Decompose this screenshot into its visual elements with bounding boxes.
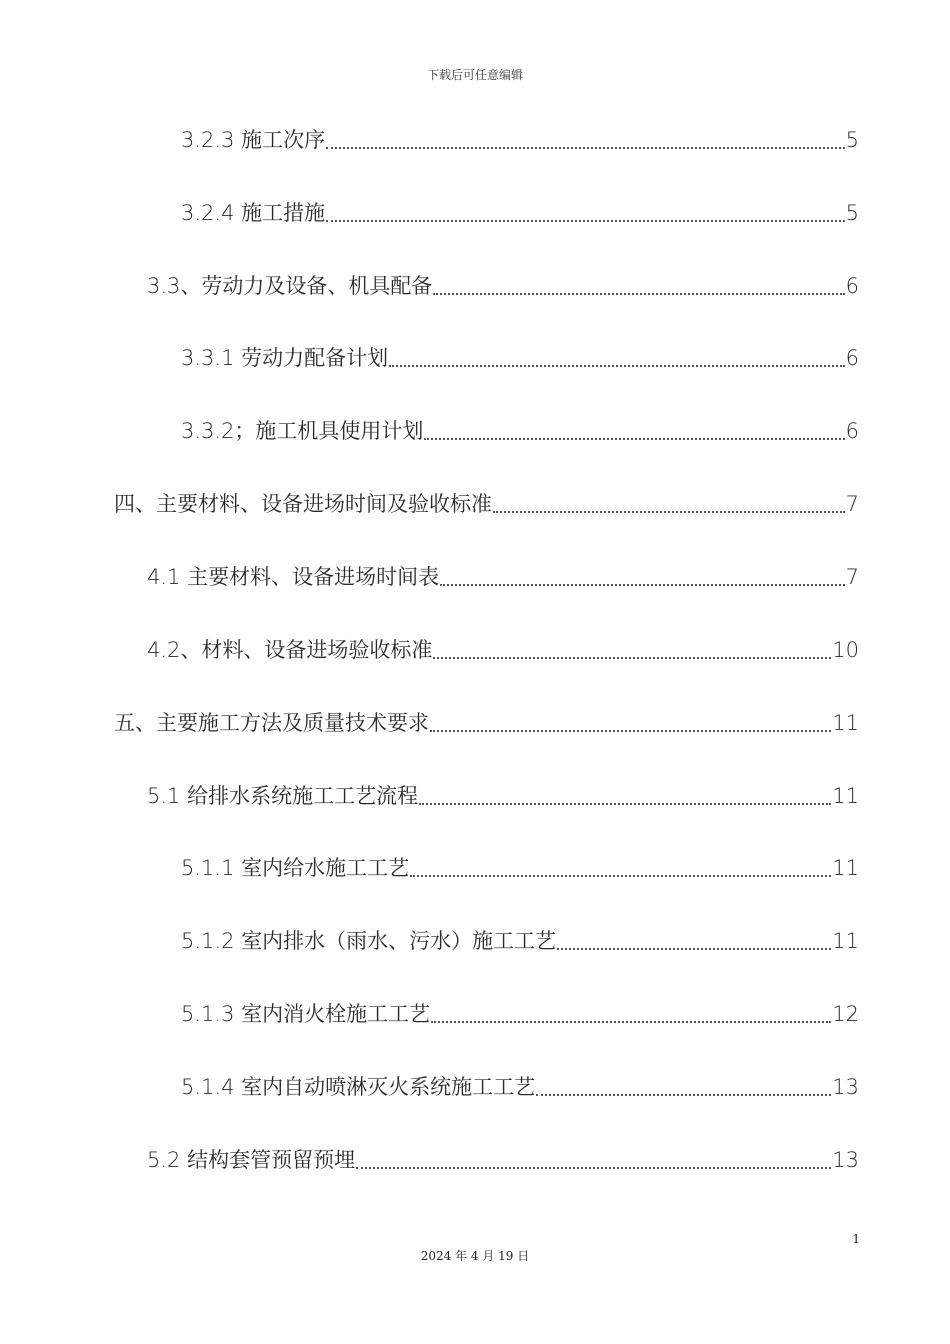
toc-leader-dots: [326, 147, 845, 149]
toc-leader-dots: [557, 948, 831, 950]
toc-entry-label: 3.2.3 施工次序: [181, 128, 326, 152]
toc-leader-dots: [433, 657, 831, 659]
toc-entry-label: 四、主要材料、设备进场时间及验收标准: [114, 492, 492, 516]
toc-entry[interactable]: [181, 120, 859, 160]
toc-entry-page: 12: [832, 1002, 859, 1026]
toc-leader-dots: [326, 220, 845, 222]
toc-entry[interactable]: [181, 411, 859, 451]
toc-entry-page: 6: [845, 274, 859, 298]
toc-leader-dots: [433, 293, 844, 295]
toc-entry[interactable]: [147, 776, 859, 816]
toc-entry-page: 11: [832, 929, 859, 953]
toc-entry[interactable]: [181, 921, 859, 961]
toc-entry[interactable]: [181, 848, 859, 888]
toc-leader-dots: [410, 875, 831, 877]
toc-entry-label: 5.1.3 室内消火栓施工工艺: [181, 1002, 431, 1026]
toc-entry[interactable]: [147, 630, 859, 670]
toc-entry-page: 5: [845, 128, 859, 152]
toc-entry[interactable]: [181, 338, 859, 378]
toc-entry-page: 13: [832, 1148, 859, 1172]
toc-entry-label: 5.2 结构套管预留预埋: [147, 1148, 356, 1172]
toc-entry-page: 11: [832, 711, 859, 735]
toc-entry-page: 11: [832, 856, 859, 880]
toc-entry-label: 五、主要施工方法及质量技术要求: [114, 711, 429, 735]
page-header: 下载后可任意编辑: [426, 68, 523, 82]
toc-leader-dots: [419, 803, 831, 805]
toc-entry-label: 3.3.1 劳动力配备计划: [181, 346, 389, 370]
toc-entry[interactable]: [147, 266, 859, 306]
toc-leader-dots: [356, 1167, 831, 1169]
toc-leader-dots: [440, 584, 845, 586]
toc-entry-page: 6: [845, 346, 859, 370]
toc-leader-dots: [424, 438, 844, 440]
toc-leader-dots: [431, 1021, 831, 1023]
toc-entry-page: 7: [845, 492, 859, 516]
toc-entry-label: 5.1.2 室内排水（雨水、污水）施工工艺: [181, 929, 557, 953]
toc-entry-label: 3.3、劳动力及设备、机具配备: [147, 274, 433, 298]
toc-entry-label: 5.1.1 室内给水施工工艺: [181, 856, 410, 880]
toc-entry-page: 13: [832, 1075, 859, 1099]
toc-leader-dots: [493, 511, 845, 513]
toc-entry-page: 5: [845, 201, 859, 225]
toc-entry[interactable]: [181, 994, 859, 1034]
toc-entry-page: 10: [832, 638, 859, 662]
page-number: 1: [852, 1232, 860, 1246]
footer-date: 2024 年 4 月 19 日: [420, 1249, 530, 1263]
toc-entry[interactable]: [147, 1140, 859, 1180]
toc-entry-label: 3.3.2；施工机具使用计划: [181, 419, 424, 443]
toc-entry-label: 5.1.4 室内自动喷淋灭火系统施工工艺: [181, 1075, 536, 1099]
toc-leader-dots: [389, 365, 845, 367]
toc-entry-label: 5.1 给排水系统施工工艺流程: [147, 784, 419, 808]
toc-entry-label: 4.1 主要材料、设备进场时间表: [147, 565, 440, 589]
toc-entry[interactable]: [147, 557, 859, 597]
toc-entry-page: 11: [832, 784, 859, 808]
toc-entry-page: 7: [845, 565, 859, 589]
toc-leader-dots: [430, 730, 831, 732]
toc-entry-label: 4.2、材料、设备进场验收标准: [147, 638, 433, 662]
toc-entry[interactable]: [181, 1067, 859, 1107]
toc-leader-dots: [536, 1094, 831, 1096]
toc-entry-label: 3.2.4 施工措施: [181, 201, 326, 225]
toc-entry[interactable]: [114, 484, 859, 524]
toc-entry[interactable]: [181, 193, 859, 233]
toc-entry-page: 6: [845, 419, 859, 443]
toc-entry[interactable]: [114, 703, 859, 743]
